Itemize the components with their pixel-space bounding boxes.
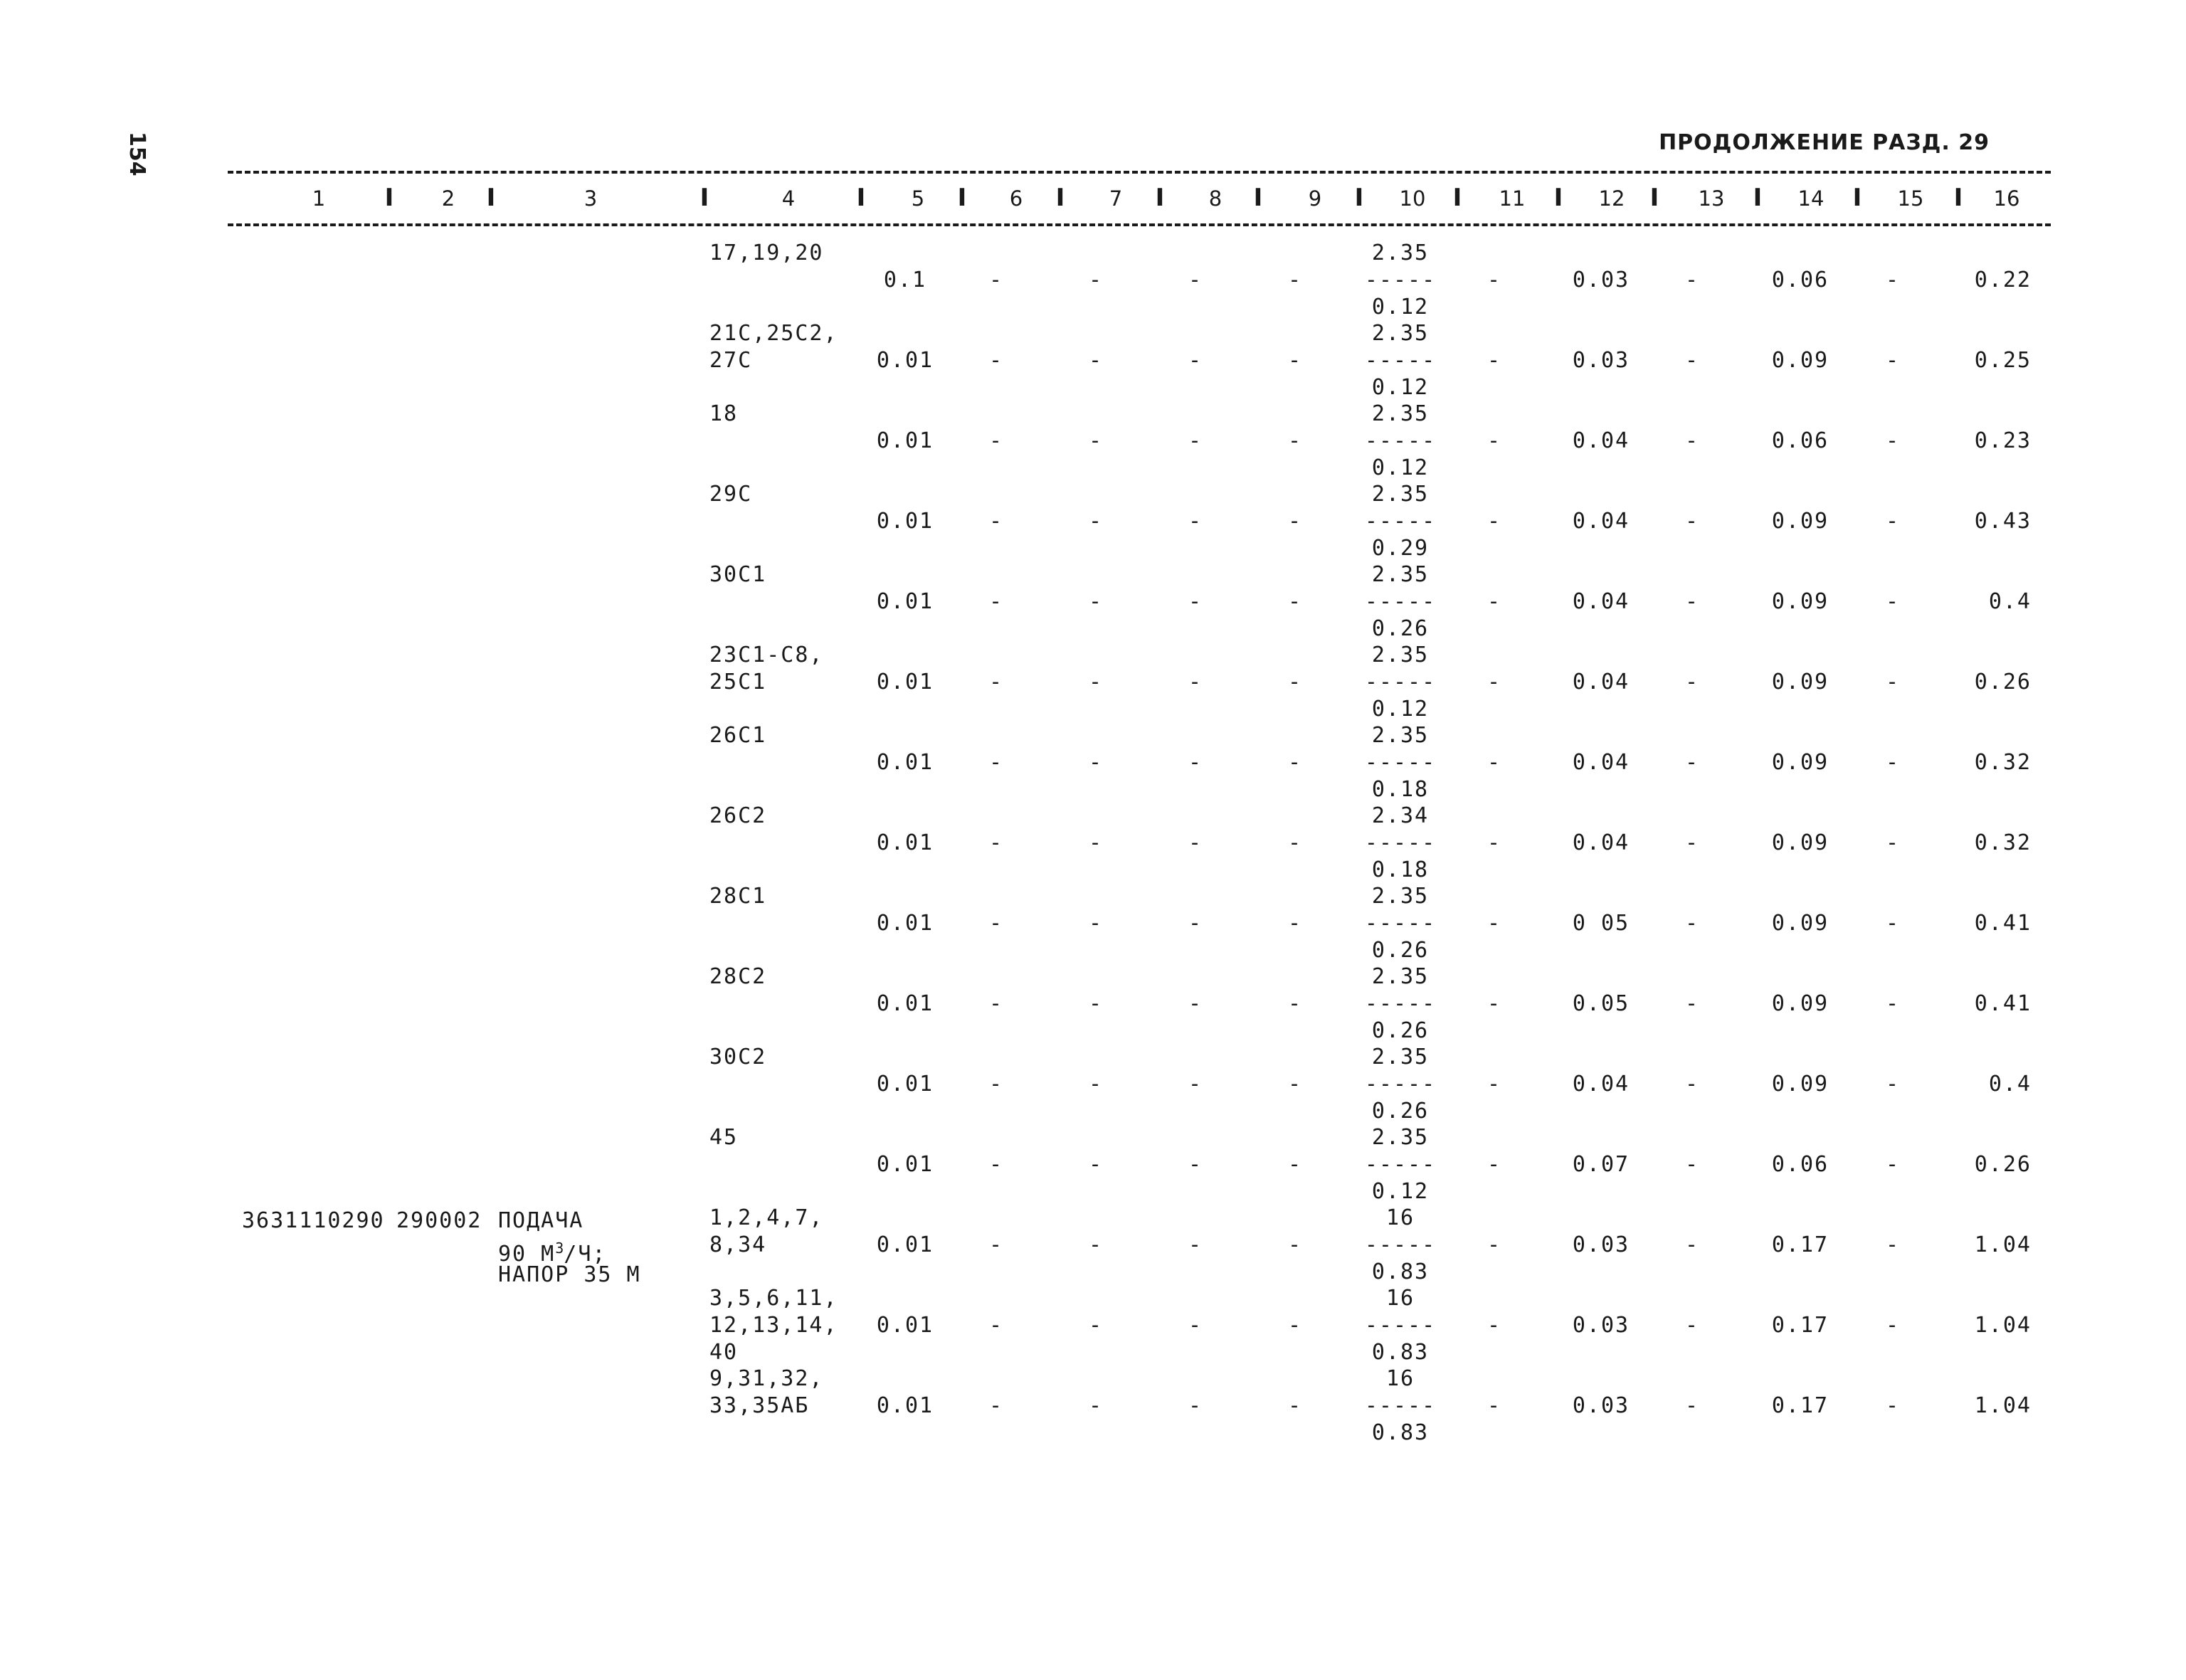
row-c10-numerator: 16 xyxy=(1385,1366,1415,1391)
row-c7-dash: - xyxy=(1088,670,1104,694)
row-c11-dash: - xyxy=(1487,268,1502,292)
row-c6-dash: - xyxy=(988,509,1004,534)
machine-desc-unit: /Ч; xyxy=(564,1242,607,1267)
machine-subcode: 290002 xyxy=(396,1208,482,1233)
column-separator: I xyxy=(1649,184,1659,212)
row-c8-dash: - xyxy=(1188,830,1203,855)
row-c13-dash: - xyxy=(1684,750,1700,775)
row-c10-numerator: 2.34 xyxy=(1371,803,1430,828)
column-header-7: 7 xyxy=(1109,186,1123,211)
row-c6-dash: - xyxy=(988,750,1004,775)
column-header-15: 15 xyxy=(1897,186,1924,211)
row-c10-fraction-line: ----- xyxy=(1364,1393,1437,1418)
row-c12: 0.04 xyxy=(1572,830,1630,855)
column-separator: I xyxy=(384,184,394,212)
row-c5: 0.01 xyxy=(876,1313,934,1338)
row-c7-dash: - xyxy=(1088,268,1104,292)
row-c8-dash: - xyxy=(1188,911,1203,936)
row-c10-numerator: 2.35 xyxy=(1371,401,1430,426)
column-separator: I xyxy=(957,184,967,212)
row-c14: 0.09 xyxy=(1771,911,1829,936)
row-c14: 0.09 xyxy=(1771,1072,1829,1097)
column-separator: I xyxy=(1155,184,1165,212)
row-c7-dash: - xyxy=(1088,750,1104,775)
row-c9-dash: - xyxy=(1287,1313,1303,1338)
row-c9-dash: - xyxy=(1287,911,1303,936)
row-c14: 0.06 xyxy=(1771,268,1829,292)
row-c13-dash: - xyxy=(1684,1393,1700,1418)
row-c13-dash: - xyxy=(1684,991,1700,1016)
row-c7-dash: - xyxy=(1088,1393,1104,1418)
row-c7-dash: - xyxy=(1088,509,1104,534)
row-c10-denominator: 0.29 xyxy=(1371,536,1430,561)
column-header-13: 13 xyxy=(1698,186,1725,211)
row-c8-dash: - xyxy=(1188,670,1203,694)
row-c12: 0.03 xyxy=(1572,1393,1630,1418)
row-c4-line: 26С1 xyxy=(709,723,767,748)
row-c11-dash: - xyxy=(1487,1313,1502,1338)
row-c10-fraction-line: ----- xyxy=(1364,589,1437,614)
row-c8-dash: - xyxy=(1188,428,1203,453)
column-header-8: 8 xyxy=(1208,186,1223,211)
row-c13-dash: - xyxy=(1684,670,1700,694)
header-bottom-rule xyxy=(228,223,2051,226)
row-c15-dash: - xyxy=(1885,1232,1901,1257)
row-c15-dash: - xyxy=(1885,991,1901,1016)
row-c7-dash: - xyxy=(1088,1072,1104,1097)
row-c6-dash: - xyxy=(988,911,1004,936)
page-number: 154 xyxy=(125,132,149,176)
row-c8-dash: - xyxy=(1188,991,1203,1016)
row-c5: 0.01 xyxy=(876,991,934,1016)
row-c9-dash: - xyxy=(1287,1152,1303,1177)
row-c14: 0.17 xyxy=(1771,1393,1829,1418)
machine-code: 3631110290 xyxy=(242,1208,385,1233)
row-c6-dash: - xyxy=(988,1232,1004,1257)
column-separator: I xyxy=(1354,184,1364,212)
column-header-2: 2 xyxy=(441,186,455,211)
row-c8-dash: - xyxy=(1188,509,1203,534)
row-c6-dash: - xyxy=(988,1393,1004,1418)
row-c9-dash: - xyxy=(1287,268,1303,292)
row-c7-dash: - xyxy=(1088,991,1104,1016)
column-separator: I xyxy=(1953,184,1963,212)
row-c10-fraction-line: ----- xyxy=(1364,1232,1437,1257)
header-top-rule xyxy=(228,171,2051,174)
column-separator: I xyxy=(856,184,866,212)
row-c10-fraction-line: ----- xyxy=(1364,428,1437,453)
row-c8-dash: - xyxy=(1188,1313,1203,1338)
row-c16-total: 0.32 xyxy=(1974,830,2032,855)
row-c11-dash: - xyxy=(1487,348,1502,373)
row-c15-dash: - xyxy=(1885,348,1901,373)
row-c10-fraction-line: ----- xyxy=(1364,670,1437,694)
row-c9-dash: - xyxy=(1287,1072,1303,1097)
row-c16-total: 1.04 xyxy=(1974,1313,2032,1338)
column-header-3: 3 xyxy=(584,186,598,211)
row-c4-line: 30С1 xyxy=(709,562,767,587)
column-header-9: 9 xyxy=(1308,186,1322,211)
row-c4-line: 25С1 xyxy=(709,670,767,694)
row-c11-dash: - xyxy=(1487,428,1502,453)
row-c5: 0.01 xyxy=(876,1072,934,1097)
column-header-6: 6 xyxy=(1009,186,1023,211)
row-c14: 0.09 xyxy=(1771,589,1829,614)
row-c15-dash: - xyxy=(1885,670,1901,694)
row-c16-total: 0.4 xyxy=(1988,589,2032,614)
row-c6-dash: - xyxy=(988,1313,1004,1338)
row-c8-dash: - xyxy=(1188,1393,1203,1418)
row-c15-dash: - xyxy=(1885,1152,1901,1177)
column-header-5: 5 xyxy=(911,186,925,211)
row-c6-dash: - xyxy=(988,1072,1004,1097)
row-c5: 0.01 xyxy=(876,670,934,694)
row-c4-line: 8,34 xyxy=(709,1232,767,1257)
row-c6-dash: - xyxy=(988,268,1004,292)
row-c16-total: 1.04 xyxy=(1974,1393,2032,1418)
row-c12: 0.07 xyxy=(1572,1152,1630,1177)
row-c10-fraction-line: ----- xyxy=(1364,348,1437,373)
column-header-4: 4 xyxy=(781,186,796,211)
row-c10-denominator: 0.12 xyxy=(1371,455,1430,480)
column-separator: I xyxy=(1253,184,1263,212)
row-c10-numerator: 2.35 xyxy=(1371,884,1430,909)
row-c4-line: 9,31,32, xyxy=(709,1366,824,1391)
row-c4-line: 23С1-С8, xyxy=(709,643,824,667)
row-c10-numerator: 2.35 xyxy=(1371,643,1430,667)
row-c6-dash: - xyxy=(988,991,1004,1016)
row-c10-numerator: 2.35 xyxy=(1371,321,1430,346)
row-c8-dash: - xyxy=(1188,1232,1203,1257)
row-c11-dash: - xyxy=(1487,1072,1502,1097)
row-c6-dash: - xyxy=(988,670,1004,694)
row-c5: 0.01 xyxy=(876,911,934,936)
row-c12: 0.03 xyxy=(1572,348,1630,373)
machine-desc-line1: ПОДАЧА xyxy=(498,1208,584,1233)
row-c15-dash: - xyxy=(1885,509,1901,534)
row-c16-total: 0.43 xyxy=(1974,509,2032,534)
row-c5: 0.01 xyxy=(876,509,934,534)
row-c4-line: 1,2,4,7, xyxy=(709,1205,824,1230)
column-separator: I xyxy=(486,184,496,212)
row-c11-dash: - xyxy=(1487,911,1502,936)
row-c6-dash: - xyxy=(988,830,1004,855)
row-c11-dash: - xyxy=(1487,509,1502,534)
row-c14: 0.09 xyxy=(1771,670,1829,694)
row-c5: 0.01 xyxy=(876,348,934,373)
section-continuation-title: ПРОДОЛЖЕНИЕ РАЗД. 29 xyxy=(1659,130,1990,155)
row-c4-line: 12,13,14, xyxy=(709,1313,838,1338)
row-c10-numerator: 2.35 xyxy=(1371,241,1430,265)
row-c6-dash: - xyxy=(988,1152,1004,1177)
row-c8-dash: - xyxy=(1188,589,1203,614)
row-c10-numerator: 2.35 xyxy=(1371,964,1430,989)
row-c7-dash: - xyxy=(1088,348,1104,373)
row-c10-denominator: 0.12 xyxy=(1371,375,1430,400)
row-c15-dash: - xyxy=(1885,428,1901,453)
row-c10-numerator: 2.35 xyxy=(1371,482,1430,507)
row-c4-line: 45 xyxy=(709,1125,739,1150)
row-c10-denominator: 0.26 xyxy=(1371,938,1430,963)
row-c16-total: 0.22 xyxy=(1974,268,2032,292)
row-c6-dash: - xyxy=(988,348,1004,373)
row-c16-total: 0.32 xyxy=(1974,750,2032,775)
row-c9-dash: - xyxy=(1287,670,1303,694)
row-c15-dash: - xyxy=(1885,750,1901,775)
column-header-11: 11 xyxy=(1499,186,1526,211)
row-c14: 0.06 xyxy=(1771,1152,1829,1177)
row-c16-total: 0.25 xyxy=(1974,348,2032,373)
row-c10-denominator: 0.18 xyxy=(1371,777,1430,802)
row-c12: 0.05 xyxy=(1572,991,1630,1016)
row-c16-total: 0.41 xyxy=(1974,911,2032,936)
row-c7-dash: - xyxy=(1088,830,1104,855)
row-c9-dash: - xyxy=(1287,589,1303,614)
column-separator: I xyxy=(1753,184,1763,212)
row-c10-denominator: 0.12 xyxy=(1371,697,1430,722)
row-c4-line: 21С,25С2, xyxy=(709,321,838,346)
row-c10-denominator: 0.18 xyxy=(1371,857,1430,882)
row-c10-fraction-line: ----- xyxy=(1364,750,1437,775)
row-c12: 0.04 xyxy=(1572,670,1630,694)
row-c8-dash: - xyxy=(1188,1152,1203,1177)
column-separator: I xyxy=(1553,184,1563,212)
row-c15-dash: - xyxy=(1885,1313,1901,1338)
row-c13-dash: - xyxy=(1684,509,1700,534)
row-c12: 0.04 xyxy=(1572,589,1630,614)
row-c4-line: 30С2 xyxy=(709,1045,767,1069)
row-c9-dash: - xyxy=(1287,1393,1303,1418)
row-c5: 0.01 xyxy=(876,830,934,855)
row-c13-dash: - xyxy=(1684,589,1700,614)
row-c5: 0.1 xyxy=(883,268,927,292)
row-c8-dash: - xyxy=(1188,348,1203,373)
row-c9-dash: - xyxy=(1287,348,1303,373)
column-header-10: 10 xyxy=(1399,186,1426,211)
row-c8-dash: - xyxy=(1188,268,1203,292)
row-c11-dash: - xyxy=(1487,830,1502,855)
row-c13-dash: - xyxy=(1684,428,1700,453)
row-c10-numerator: 2.35 xyxy=(1371,1045,1430,1069)
row-c7-dash: - xyxy=(1088,1313,1104,1338)
row-c16-total: 0.26 xyxy=(1974,1152,2032,1177)
row-c14: 0.06 xyxy=(1771,428,1829,453)
row-c11-dash: - xyxy=(1487,1232,1502,1257)
row-c15-dash: - xyxy=(1885,268,1901,292)
row-c11-dash: - xyxy=(1487,589,1502,614)
row-c7-dash: - xyxy=(1088,1152,1104,1177)
row-c9-dash: - xyxy=(1287,830,1303,855)
row-c9-dash: - xyxy=(1287,991,1303,1016)
column-header-14: 14 xyxy=(1797,186,1825,211)
column-header-1: 1 xyxy=(312,186,326,211)
row-c6-dash: - xyxy=(988,589,1004,614)
row-c13-dash: - xyxy=(1684,1232,1700,1257)
row-c9-dash: - xyxy=(1287,509,1303,534)
row-c4-line: 28С2 xyxy=(709,964,767,989)
row-c10-denominator: 0.83 xyxy=(1371,1420,1430,1445)
row-c4-line: 28С1 xyxy=(709,884,767,909)
row-c15-dash: - xyxy=(1885,589,1901,614)
row-c7-dash: - xyxy=(1088,428,1104,453)
row-c14: 0.09 xyxy=(1771,991,1829,1016)
row-c10-fraction-line: ----- xyxy=(1364,1152,1437,1177)
row-c10-fraction-line: ----- xyxy=(1364,991,1437,1016)
machine-desc-line3: НАПОР 35 М xyxy=(498,1262,641,1287)
row-c10-denominator: 0.12 xyxy=(1371,1179,1430,1204)
row-c12: 0.03 xyxy=(1572,1232,1630,1257)
row-c14: 0.17 xyxy=(1771,1232,1829,1257)
row-c13-dash: - xyxy=(1684,1152,1700,1177)
row-c8-dash: - xyxy=(1188,750,1203,775)
row-c10-numerator: 2.35 xyxy=(1371,723,1430,748)
row-c12: 0.04 xyxy=(1572,1072,1630,1097)
row-c4-line: 40 xyxy=(709,1340,739,1365)
row-c5: 0.01 xyxy=(876,428,934,453)
row-c12: 0.03 xyxy=(1572,268,1630,292)
row-c12: 0.04 xyxy=(1572,509,1630,534)
row-c13-dash: - xyxy=(1684,268,1700,292)
row-c9-dash: - xyxy=(1287,428,1303,453)
row-c10-denominator: 0.26 xyxy=(1371,1099,1430,1124)
row-c4-line: 18 xyxy=(709,401,739,426)
row-c10-numerator: 16 xyxy=(1385,1286,1415,1311)
row-c14: 0.09 xyxy=(1771,509,1829,534)
column-separator: I xyxy=(699,184,709,212)
row-c15-dash: - xyxy=(1885,830,1901,855)
row-c15-dash: - xyxy=(1885,1393,1901,1418)
row-c4-line: 33,35АБ xyxy=(709,1393,810,1418)
row-c10-denominator: 0.26 xyxy=(1371,616,1430,641)
row-c16-total: 0.26 xyxy=(1974,670,2032,694)
row-c11-dash: - xyxy=(1487,991,1502,1016)
column-header-12: 12 xyxy=(1598,186,1625,211)
row-c6-dash: - xyxy=(988,428,1004,453)
row-c13-dash: - xyxy=(1684,911,1700,936)
row-c13-dash: - xyxy=(1684,830,1700,855)
row-c5: 0.01 xyxy=(876,750,934,775)
row-c16-total: 1.04 xyxy=(1974,1232,2032,1257)
row-c13-dash: - xyxy=(1684,348,1700,373)
row-c11-dash: - xyxy=(1487,1152,1502,1177)
column-separator: I xyxy=(1852,184,1862,212)
row-c16-total: 0.41 xyxy=(1974,991,2032,1016)
row-c14: 0.09 xyxy=(1771,348,1829,373)
row-c5: 0.01 xyxy=(876,589,934,614)
row-c11-dash: - xyxy=(1487,750,1502,775)
row-c4-line: 26С2 xyxy=(709,803,767,828)
row-c10-numerator: 2.35 xyxy=(1371,562,1430,587)
row-c4-line: 29С xyxy=(709,482,753,507)
row-c10-fraction-line: ----- xyxy=(1364,830,1437,855)
machine-desc-superscript: 3 xyxy=(555,1240,564,1257)
row-c10-fraction-line: ----- xyxy=(1364,509,1437,534)
row-c5: 0.01 xyxy=(876,1393,934,1418)
row-c11-dash: - xyxy=(1487,670,1502,694)
row-c5: 0.01 xyxy=(876,1232,934,1257)
row-c10-denominator: 0.83 xyxy=(1371,1259,1430,1284)
row-c12: 0 05 xyxy=(1572,911,1630,936)
column-header-16: 16 xyxy=(1993,186,2020,211)
row-c10-denominator: 0.12 xyxy=(1371,295,1430,319)
row-c13-dash: - xyxy=(1684,1072,1700,1097)
row-c7-dash: - xyxy=(1088,911,1104,936)
row-c10-fraction-line: ----- xyxy=(1364,268,1437,292)
row-c9-dash: - xyxy=(1287,750,1303,775)
row-c5: 0.01 xyxy=(876,1152,934,1177)
row-c4-line: 17,19,20 xyxy=(709,241,824,265)
column-separator: I xyxy=(1452,184,1462,212)
row-c10-fraction-line: ----- xyxy=(1364,1313,1437,1338)
column-separator: I xyxy=(1055,184,1065,212)
row-c14: 0.09 xyxy=(1771,830,1829,855)
machine-desc-flow: 90 М xyxy=(498,1242,556,1267)
row-c9-dash: - xyxy=(1287,1232,1303,1257)
row-c10-fraction-line: ----- xyxy=(1364,1072,1437,1097)
row-c15-dash: - xyxy=(1885,1072,1901,1097)
row-c14: 0.09 xyxy=(1771,750,1829,775)
row-c8-dash: - xyxy=(1188,1072,1203,1097)
row-c12: 0.04 xyxy=(1572,428,1630,453)
row-c4-line: 27С xyxy=(709,348,753,373)
row-c11-dash: - xyxy=(1487,1393,1502,1418)
row-c7-dash: - xyxy=(1088,589,1104,614)
row-c4-line: 3,5,6,11, xyxy=(709,1286,838,1311)
row-c10-numerator: 2.35 xyxy=(1371,1125,1430,1150)
row-c7-dash: - xyxy=(1088,1232,1104,1257)
row-c10-denominator: 0.26 xyxy=(1371,1018,1430,1043)
row-c13-dash: - xyxy=(1684,1313,1700,1338)
row-c10-numerator: 16 xyxy=(1385,1205,1415,1230)
row-c15-dash: - xyxy=(1885,911,1901,936)
row-c10-denominator: 0.83 xyxy=(1371,1340,1430,1365)
row-c14: 0.17 xyxy=(1771,1313,1829,1338)
row-c12: 0.04 xyxy=(1572,750,1630,775)
row-c12: 0.03 xyxy=(1572,1313,1630,1338)
row-c10-fraction-line: ----- xyxy=(1364,911,1437,936)
row-c16-total: 0.23 xyxy=(1974,428,2032,453)
row-c16-total: 0.4 xyxy=(1988,1072,2032,1097)
